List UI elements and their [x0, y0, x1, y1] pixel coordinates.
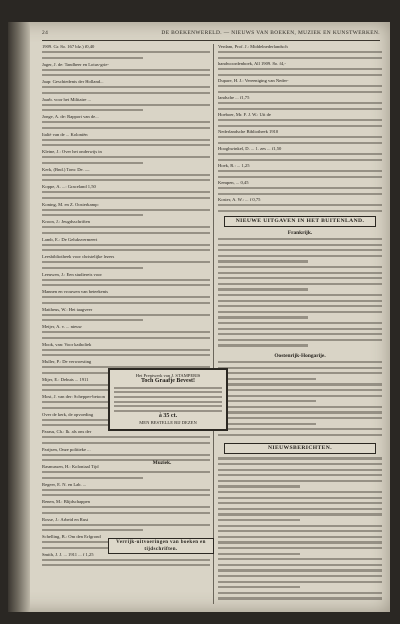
text-entry: Kroon, J.: Jeugdsschriften [42, 219, 90, 224]
text-line [218, 541, 382, 543]
text-entry: Hooghwinkel, D. ... 1. zes ... f1,50 [218, 146, 282, 151]
text-line [218, 255, 382, 257]
text-line [42, 86, 210, 88]
page-number: 24 [42, 30, 49, 36]
ad-title: Toch Graafje Bevest! [140, 377, 196, 384]
text-line [42, 74, 210, 76]
text-line [218, 592, 382, 594]
text-line [42, 104, 210, 106]
text-line [42, 261, 210, 263]
text-line [42, 197, 210, 199]
text-line [218, 497, 382, 499]
text-line [218, 294, 382, 296]
text-entry: Lamb, E.: De Geluksvermeert [42, 236, 98, 242]
text-line [218, 51, 382, 53]
text-entry: Mijer, E.: Debuts ... 1911 [42, 376, 89, 382]
text-line [218, 502, 382, 504]
text-line [218, 108, 382, 110]
text-line [42, 506, 210, 508]
text-entry: Muller, P.: De verwoesting [42, 359, 92, 364]
text-line [218, 597, 382, 599]
text-line [42, 442, 210, 444]
text-line [218, 316, 308, 318]
text-line [218, 569, 382, 571]
text-line [42, 109, 143, 111]
text-entry: Koster, A. W.: ... f 0,75 [218, 197, 261, 202]
text-line [42, 92, 210, 94]
text-line [42, 559, 210, 561]
text-line [218, 176, 382, 178]
text-entry: Mook, van: Voor katholiek [42, 341, 92, 347]
text-line [42, 139, 210, 141]
text-line [42, 529, 143, 531]
text-line [218, 400, 316, 402]
text-line [42, 226, 210, 228]
running-title: DE BOEKENWERELD. — NIEUWS VAN BOEKEN, MUZIEK EN KUNSTWERKEN. [161, 30, 380, 36]
text-line [218, 283, 382, 285]
text-line [42, 51, 210, 53]
text-line [42, 349, 210, 351]
text-line [218, 378, 316, 380]
text-line [114, 391, 222, 393]
text-line [42, 436, 210, 438]
text-entry: Over de kerk, de opvoeding [42, 411, 94, 417]
text-line [42, 279, 210, 281]
text-line [218, 547, 382, 549]
text-entry: Regeer, E. N. en Lab. ... [42, 481, 87, 487]
newspaper-page [8, 22, 390, 612]
text-line [218, 249, 382, 251]
text-line [218, 210, 382, 212]
text-entry: Dupare, H. J.: Vereeniging van Neder- [218, 78, 289, 83]
text-line [42, 454, 210, 456]
text-line [42, 156, 210, 158]
text-line [114, 405, 222, 407]
text-line [42, 564, 210, 566]
text-line [218, 244, 382, 246]
text-line [218, 74, 382, 76]
advertisement-box [108, 368, 228, 431]
text-line [42, 179, 210, 181]
text-line [218, 204, 382, 206]
text-line [218, 395, 382, 397]
text-line [218, 68, 382, 70]
text-line [42, 477, 143, 479]
text-line [42, 494, 210, 496]
text-line [218, 383, 382, 385]
text-line [218, 372, 382, 374]
text-entry: Kleine, J.: Over het onderwijs in [42, 149, 102, 154]
left-column [42, 44, 210, 604]
text-line [218, 513, 382, 515]
text-line [218, 260, 308, 262]
text-line [218, 575, 382, 577]
text-line [42, 296, 210, 298]
text-line [42, 249, 210, 251]
text-entry: Koppe, A. ...: Graceland 1,50 [42, 184, 96, 189]
text-line [42, 214, 143, 216]
text-line [218, 457, 382, 459]
text-entry: landsche ... f1,75 [218, 95, 250, 100]
text-line [218, 142, 382, 144]
text-line [218, 91, 382, 93]
text-entry: Smith, J. J. ... 1911 ... f 1,25 [42, 551, 94, 557]
text-entry: Renen, M.: Blijdschappen [42, 499, 90, 504]
text-line [114, 387, 222, 389]
text-entry: Jonge, A. de: Rapport van de... [42, 114, 99, 119]
section-box-nieuwe-uitgaven: NIEUWE UITGAVEN IN HET BUITENLAND. [224, 216, 376, 227]
text-line [218, 339, 382, 341]
text-line [218, 367, 382, 369]
text-entry: Rasmussen, H.: Koloniaal Tijd [42, 464, 99, 469]
text-line [218, 187, 382, 189]
text-line [42, 209, 210, 211]
section-box-nieuwsberichten: NIEUWSBERICHTEN. [224, 443, 376, 454]
text-line [218, 469, 382, 471]
text-line [218, 361, 382, 363]
text-line [218, 434, 382, 436]
text-line [218, 417, 382, 419]
ad-price: à 35 ct. [158, 413, 178, 420]
text-line [218, 159, 382, 161]
text-entry: Schelling, B.: Om den Erfgrond [42, 534, 101, 539]
text-line [42, 232, 210, 234]
text-line [218, 193, 382, 195]
text-line [42, 471, 210, 473]
text-line [218, 311, 382, 313]
text-line [218, 411, 382, 413]
text-entry: handwoordenboek, All 1909. 8o. f4,- [218, 61, 286, 66]
text-entry: Hoek, R.: ... 1,25 [218, 163, 250, 168]
text-entry: Verdam, Prof. J.: Middelnederlandsch [218, 44, 288, 49]
text-line [218, 558, 382, 560]
text-line [218, 305, 382, 307]
text-line [218, 57, 382, 59]
text-line [218, 491, 382, 493]
text-entry: Hoeboer, Mr. F. J. W.: Uit de [218, 112, 271, 117]
text-line [218, 328, 382, 330]
text-entry: Leesbibliotheek voor christelijke lezers [42, 254, 115, 259]
text-line [42, 144, 210, 146]
text-line [42, 337, 210, 339]
text-entry: Parasu, Ch.: Ik. als ons der [42, 429, 92, 434]
text-line [218, 519, 300, 521]
text-line [42, 319, 143, 321]
ad-line: Het Prentwerk van J. STAMPERIS [135, 373, 201, 378]
text-line [218, 136, 382, 138]
text-line [218, 536, 382, 538]
running-header [42, 28, 380, 41]
text-line [218, 125, 382, 127]
text-line [218, 102, 382, 104]
text-entry: 1909. Gr. 8o. 167 blz.) f0,40 [42, 44, 95, 49]
text-line [42, 69, 210, 71]
text-entry: Jager, J. de: Tandheer en Lotus-grie- [42, 61, 109, 67]
text-entry: Mannen en vrouwen van beteekenis [42, 289, 109, 294]
text-line [218, 553, 300, 555]
text-entry: Mattheus, W.: Het taagveer [42, 306, 93, 312]
text-line [218, 300, 382, 302]
text-line [218, 322, 382, 324]
text-line [114, 396, 222, 398]
text-line [218, 277, 382, 279]
section-heading-muziek: Muziek. [152, 460, 172, 466]
text-line [42, 302, 210, 304]
text-line [42, 314, 210, 316]
text-line [218, 485, 300, 487]
text-line [218, 474, 382, 476]
text-line [42, 284, 210, 286]
text-entry: Jaap: Geschiedenis der Holland... [42, 79, 104, 84]
text-line [42, 121, 210, 123]
text-line [218, 423, 316, 425]
text-line [218, 272, 382, 274]
text-line [42, 57, 143, 59]
text-entry: Kempen, ... 0,45 [218, 180, 249, 185]
subheading-frankrijk: Frankrijk. [287, 230, 313, 236]
text-line [114, 401, 222, 403]
ad-footer: MEN BESTELLE BIJ DEZEN [139, 419, 197, 425]
text-line [42, 244, 210, 246]
text-line [218, 463, 382, 465]
text-line [218, 288, 308, 290]
text-line [42, 331, 210, 333]
text-line [218, 508, 382, 510]
right-column [218, 44, 382, 604]
text-line [218, 266, 382, 268]
text-line [218, 530, 382, 532]
text-entry: Rosse, J.: Arbeid en Rust [42, 516, 89, 522]
text-entry: Nederlandsche Bibliotheek 1910 [218, 129, 279, 134]
text-line [218, 170, 382, 172]
page-binding [8, 22, 30, 612]
text-line [218, 581, 382, 583]
text-line [218, 428, 382, 430]
text-line [42, 174, 210, 176]
text-line [42, 512, 210, 514]
text-line [42, 489, 210, 491]
text-entry: Koning, M. en Z. Oosterkamp: [42, 201, 99, 207]
column-rule [213, 44, 214, 604]
text-line [218, 119, 382, 121]
text-entry: Meijer, A. v. ... nieuw [42, 324, 82, 329]
text-entry: Most, J. van der: Schepper-betoon [42, 394, 105, 399]
subheading-oostenrijk: Oostenrijk-Hongarije. [274, 353, 326, 359]
text-line [42, 162, 143, 164]
text-line [42, 191, 210, 193]
text-entry: Jaarb. voor het Militaire ... [42, 96, 91, 102]
bottom-section-box: Verrijk-uitvoeringen van boeken en tijdschriften. [108, 538, 214, 554]
text-line [218, 333, 382, 335]
text-line [218, 153, 382, 155]
text-line [218, 564, 382, 566]
text-entry: Parijsen, Onze politieke ... [42, 446, 91, 452]
text-line [42, 354, 210, 356]
text-entry: Leeuwen, J.: Een studiereis voor [42, 271, 102, 277]
text-line [218, 480, 382, 482]
text-line [218, 344, 308, 346]
text-line [218, 525, 382, 527]
text-entry: Italië van de ... Koloniën [42, 131, 88, 137]
text-entry: Kerk, (Bnd.) Tom: De. — [42, 166, 90, 172]
text-line [218, 238, 382, 240]
text-line [218, 406, 382, 408]
text-line [42, 267, 143, 269]
text-line [42, 127, 210, 129]
text-line [114, 410, 222, 412]
text-line [218, 586, 300, 588]
text-line [218, 85, 382, 87]
text-line [42, 524, 210, 526]
text-line [218, 389, 382, 391]
